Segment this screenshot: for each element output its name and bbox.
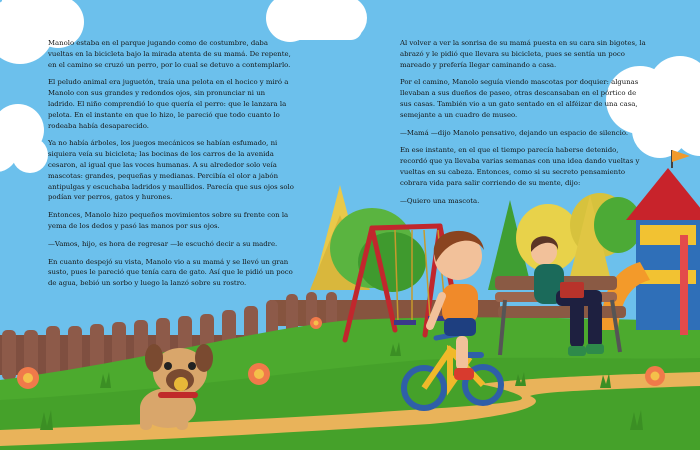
paragraph: —Quiero una mascota.: [400, 196, 480, 205]
paragraph: Entonces, Manolo hizo pequeños movimientos sobre su frente con la yema de los dedos y pasó las manos por sus ojos.: [48, 211, 289, 230]
paragraph: En ese instante, en el que el tiempo parecía haberse detenido, recordó que ya llevaba varias semanas con una idea dando vueltas y vueltas en su cabeza. Entonces, como si su secreto pensamiento cobrara vida para salir corriendo de su mente, dijo:: [400, 146, 640, 187]
paragraph: —Vamos, hijo, es hora de regresar —le escuchó decir a su madre.: [48, 239, 278, 248]
flower-icon: [645, 366, 665, 386]
paragraph: —Mamá —dijo Manolo pensativo, dejando un espacio de silencio.: [400, 128, 629, 137]
paragraph: El peludo animal era juguetón, traía una pelota en el hocico y miró a Manolo con sus grandes y redondos ojos, sin pronunciar ni un ladrido. El niño comprendió lo que quería el perro: que le lanzara la pelota. En el instante en que lo hizo, le pareció que todo cuanto lo rodeaba había desaparecido.: [48, 78, 289, 130]
cloud-icon: [266, 0, 367, 42]
paragraph: En cuanto despejó su vista, Manolo vio a su mamá y se llevó un gran susto, pues le pareció que tenía cara de gato. Así que le pidió un poco de agua, bebió un sorbo y luego la lanzó sobre su rostro.: [48, 257, 293, 288]
flower-icon: [248, 363, 270, 385]
paragraph: Ya no había árboles, los juegos mecánicos se habían esfumado, ni siquiera veía su bicicleta; las bocinas de los carros de la avenida cesaron, al igual que las voces humanas. A su alrededor solo veía mascotas: grandes, pequeñas y medianas. Percibía el olor a jabón antipulgas y escuchaba ladridos y maullidos. Parecía que sus ojos solo podían ver perros, gatos y hurones.: [48, 139, 294, 202]
flower-icon: [310, 317, 322, 329]
left-text-column: [48, 38, 294, 296]
right-text-column: [400, 38, 647, 213]
paragraph: Al volver a ver la sonrisa de su mamá puesta en su cara sin bigotes, la abrazó y le pidió que llevara su bicicleta, pues se sentía un poco mareado y prefería llegar caminando a casa.: [400, 39, 646, 69]
paragraph: Manolo estaba en el parque jugando como de costumbre, daba vueltas en la bicicleta bajo la mirada atenta de su mamá. De repente, en el camino se cruzó un perro, por lo cual se detuvo a contemplarlo.: [48, 39, 291, 69]
flower-icon: [17, 367, 39, 389]
paragraph: Por el camino, Manolo seguía viendo mascotas por doquier: algunas llevaban a sus dueños de paseo, otras descansaban en el pórtico de sus casas. También vio a un gato sentado en el alféizar de una casa, semejante a un cuadro de museo.: [400, 78, 639, 119]
